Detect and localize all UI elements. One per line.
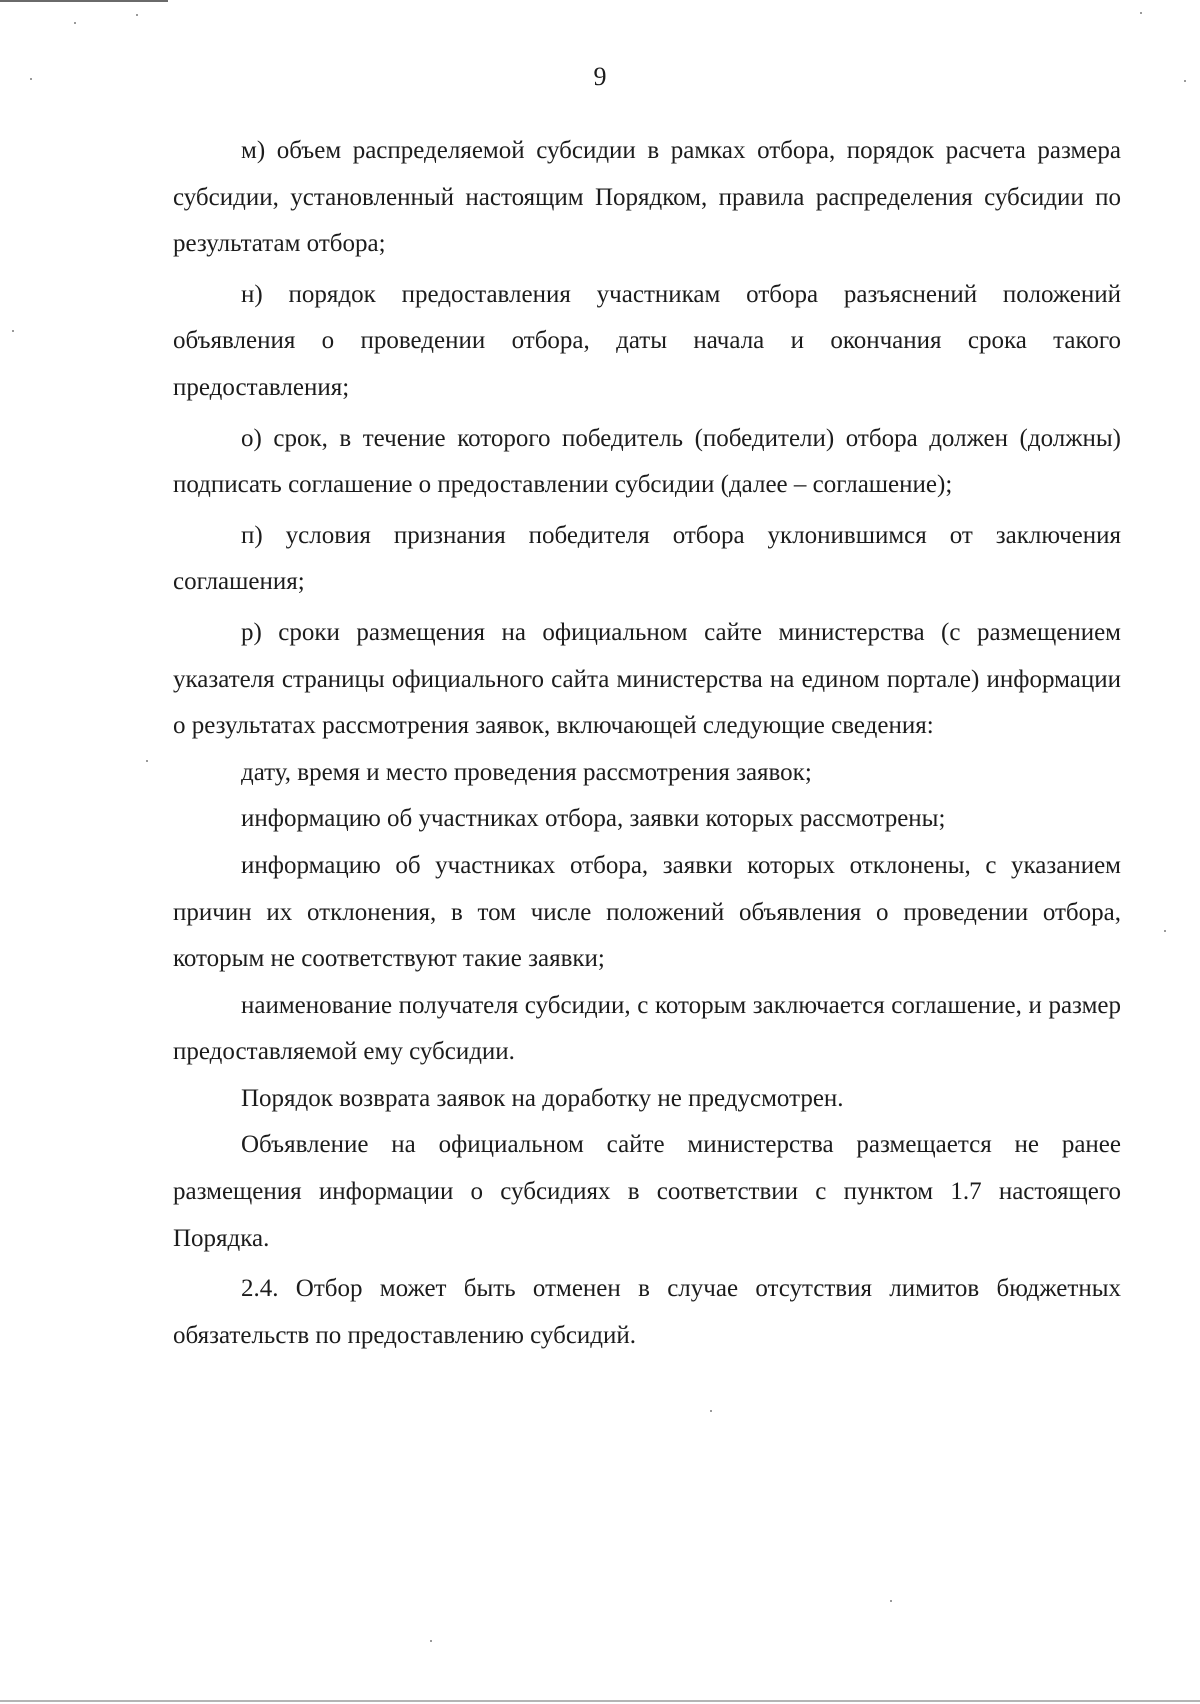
paragraph-section-2-4: 2.4. Отбор может быть отменен в случае отсутствия лимитов бюджетных обязательств по предоставлению субсидий. bbox=[173, 1275, 1121, 1349]
scan-speck bbox=[12, 330, 14, 332]
paragraph-rejected-participants: информацию об участниках отбора, заявки которых отклонены, с указанием причин их отклонения, в том числе положений объявления о проведении отбора, которым не соответствуют такие заявки; bbox=[173, 851, 1121, 973]
scan-edge-bottom bbox=[0, 1700, 1200, 1702]
paragraph-item-n: н) порядок предоставления участникам отбора разъяснений положений объявления о проведении отбора, даты начала и окончания срока такого предоставления; bbox=[173, 280, 1121, 401]
paragraph-item-m: м) объем распределяемой субсидии в рамках отбора, порядок расчета размера субсидии, установленный настоящим Порядком, правила распределения субсидии по результатам отбора; bbox=[173, 137, 1121, 258]
scan-speck bbox=[146, 760, 148, 762]
paragraph-review-date: дату, время и место проведения рассмотрения заявок; bbox=[241, 758, 812, 786]
paragraph-item-o: о) срок, в течение которого победитель (победители) отбора должен (должны) подписать соглашение о предоставлении субсидии (далее – соглашение); bbox=[173, 424, 1121, 499]
paragraph-item-p: п) условия признания победителя отбора уклонившимся от заключения соглашения; bbox=[173, 521, 1121, 596]
paragraph-item-r: р) сроки размещения на официальном сайте министерства (с размещением указателя страницы официального сайта министерства на едином портале) информации о результатах рассмотрения заявок, включающей следующие сведения: bbox=[173, 618, 1121, 740]
paragraph-recipient-name: наименование получателя субсидии, с которым заключается соглашение, и размер предоставляемой ему субсидии. bbox=[173, 991, 1121, 1066]
scan-speck bbox=[430, 1640, 432, 1642]
scan-edge-top-left bbox=[0, 0, 168, 2]
page-number: 9 bbox=[593, 62, 607, 91]
document-body bbox=[173, 128, 1121, 1359]
paragraph-return-procedure: Порядок возврата заявок на доработку не предусмотрен. bbox=[241, 1084, 844, 1112]
paragraph-announcement: Объявление на официальном сайте министерства размещается не ранее размещения информации о субсидиях в соответствии с пунктом 1.7 настоящего Порядка. bbox=[173, 1131, 1121, 1252]
scan-speck bbox=[890, 1600, 892, 1602]
scan-speck bbox=[710, 1410, 712, 1412]
scan-speck bbox=[1140, 12, 1142, 14]
paragraph-reviewed-participants: информацию об участниках отбора, заявки которых рассмотрены; bbox=[241, 805, 946, 833]
scan-speck bbox=[74, 22, 76, 24]
scan-speck bbox=[1164, 930, 1166, 932]
scan-speck bbox=[136, 14, 138, 16]
